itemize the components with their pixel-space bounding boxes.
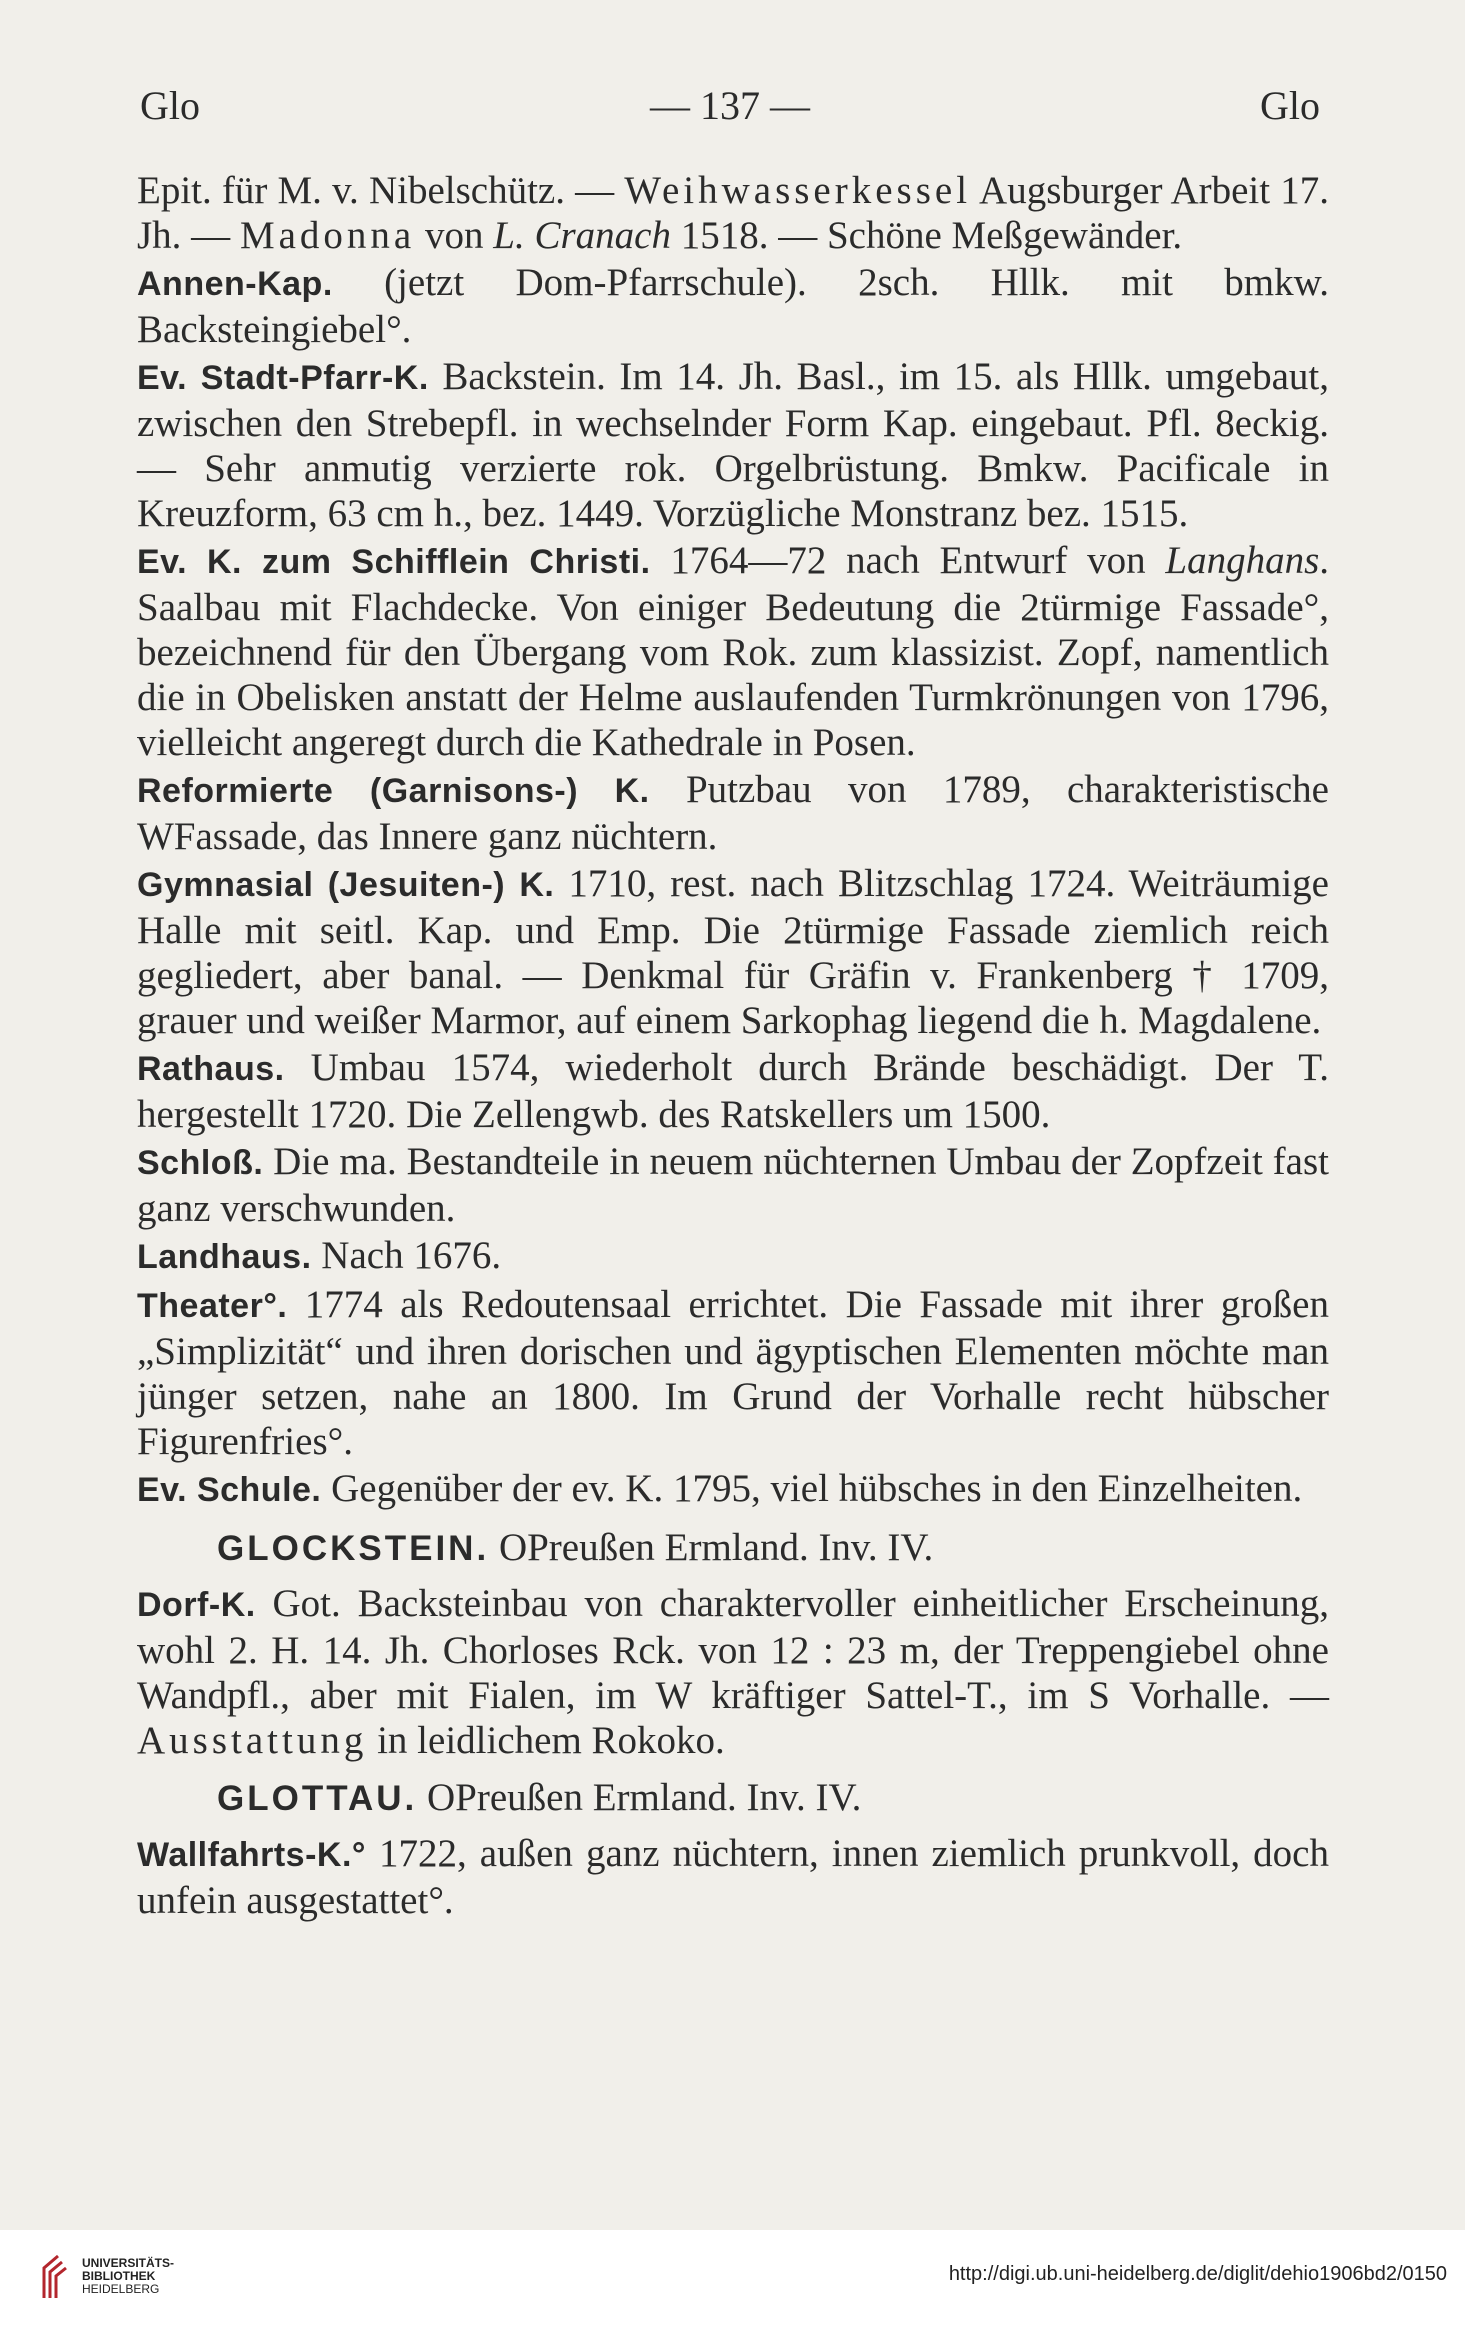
- permalink-url[interactable]: http://digi.ub.uni-heidelberg.de/diglit/dehio1906bd2/0150: [948, 2263, 1447, 2285]
- entry-heading: Reformierte (Garnisons-) K.: [137, 772, 650, 810]
- entry-heading: Landhaus.: [137, 1238, 312, 1276]
- page-number: — 137 —: [650, 83, 810, 128]
- entry-heading: Theater°.: [137, 1287, 288, 1325]
- entry-ev-schule: Ev. Schule. Gegenüber der ev. K. 1795, viel hübsches in den Einzelheiten.: [137, 1467, 1303, 1510]
- entry-heading: Rathaus.: [137, 1050, 285, 1088]
- entry-schloss: Schloß. Die ma. Bestandteile in neuem nüchternen Umbau der Zopfzeit fast ganz verschwunden.: [137, 1140, 1329, 1230]
- entry-wallfahrts-k: Wallfahrts-K.° 1722, außen ganz nüchtern, innen ziemlich prunkvoll, doch unfein ausgestattet°.: [137, 1832, 1329, 1922]
- library-name: UNIVERSITÄTS- BIBLIOTHEK HEIDELBERG: [82, 2256, 175, 2296]
- entry-heading: Ev. Schule.: [137, 1471, 322, 1509]
- place-name: GLOTTAU.: [217, 1779, 418, 1818]
- entry-dorf-k: Dorf-K. Got. Backsteinbau von charaktervoller einheitlicher Erscheinung, wohl 2. H. 14. Jh. Chorloses Rck. von 12 : 23 m, der Treppengiebel ohne Wandpfl., aber mit Fialen, im W kräftiger Sattel-T., im S Vorhalle. — Ausstattung in leidlichem Rokoko.: [137, 1582, 1329, 1762]
- entry-heading: Ev. Stadt-Pfarr-K.: [137, 359, 429, 397]
- entry-annen-kap: Annen-Kap. (jetzt Dom-Pfarrschule). 2sch. Hllk. mit bmkw. Backsteingiebel°.: [137, 261, 1329, 351]
- entry-heading: Schloß.: [137, 1144, 264, 1182]
- entry-heading: Annen-Kap.: [137, 265, 333, 303]
- body-text: [137, 168, 1329, 1925]
- entry-theater: Theater°. 1774 als Redoutensaal errichtet. Die Fassade mit ihrer großen „Simplizität“ und ihren dorischen und ägyptischen Elementen möchte man jünger setzen, nahe an 1800. Im Grund der Vorhalle recht hübscher Figurenfries°.: [137, 1283, 1329, 1463]
- entry-rathaus: Rathaus. Umbau 1574, wiederholt durch Brände beschädigt. Der T. hergestellt 1720. Die Zellengwb. des Ratskellers um 1500.: [137, 1046, 1329, 1136]
- digitization-footer: [0, 2230, 1465, 2336]
- place-heading-glockstein: GLOCKSTEIN. OPreußen Ermland. Inv. IV.: [217, 1526, 934, 1569]
- entry-heading: Ev. K. zum Schifflein Christi.: [137, 543, 651, 581]
- entry-gymnasial-k: Gymnasial (Jesuiten-) K. 1710, rest. nach Blitzschlag 1724. Weiträumige Halle mit seitl. Kap. und Emp. Die 2türmige Fassade ziemlich reich gegliedert, aber banal. — Denkmal für Gräfin v. Frankenberg † 1709, grauer und weißer Marmor, auf einem Sarkophag liegend die h. Magdalene.: [137, 862, 1329, 1042]
- page-header: [140, 82, 1320, 142]
- header-left-keyword: Glo: [140, 83, 200, 128]
- entry-schifflein-christi: Ev. K. zum Schifflein Christi. 1764—72 nach Entwurf von Langhans. Saalbau mit Flachdecke. Von einiger Bedeutung die 2türmige Fassade°, bezeichnend für den Übergang vom Rok. zum klassizist. Zopf, namentlich die in Obelisken anstatt der Helme auslaufenden Turmkrönungen von 1796, vielleicht angeregt durch die Kathedrale in Posen.: [137, 539, 1330, 764]
- entry-epitaph: Epit. für M. v. Nibelschütz. — Weihwasserkessel Augsburger Arbeit 17. Jh. — Madonna von L. Cranach 1518. — Schöne Meßgewänder.: [137, 169, 1329, 257]
- entry-heading: Wallfahrts-K.°: [137, 1836, 367, 1874]
- entry-heading: Dorf-K.: [137, 1586, 256, 1624]
- place-name: GLOCKSTEIN.: [217, 1529, 490, 1568]
- entry-stadt-pfarr-k: Ev. Stadt-Pfarr-K. Backstein. Im 14. Jh. Basl., im 15. als Hllk. umgebaut, zwischen den Strebepfl. in wechselnder Form Kap. eingebaut. Pfl. 8eckig. — Sehr anmutig verzierte rok. Orgelbrüstung. Bmkw. Pacificale in Kreuzform, 63 cm h., bez. 1449. Vorzügliche Monstranz bez. 1515.: [137, 355, 1329, 535]
- entry-landhaus: Landhaus. Nach 1676.: [137, 1234, 502, 1277]
- entry-heading: Gymnasial (Jesuiten-) K.: [137, 866, 555, 904]
- place-heading-glottau: GLOTTAU. OPreußen Ermland. Inv. IV.: [217, 1776, 862, 1819]
- header-right-keyword: Glo: [1260, 83, 1320, 128]
- entry-reformierte-k: Reformierte (Garnisons-) K. Putzbau von 1789, charakteristische WFassade, das Innere ganz nüchtern.: [137, 768, 1329, 858]
